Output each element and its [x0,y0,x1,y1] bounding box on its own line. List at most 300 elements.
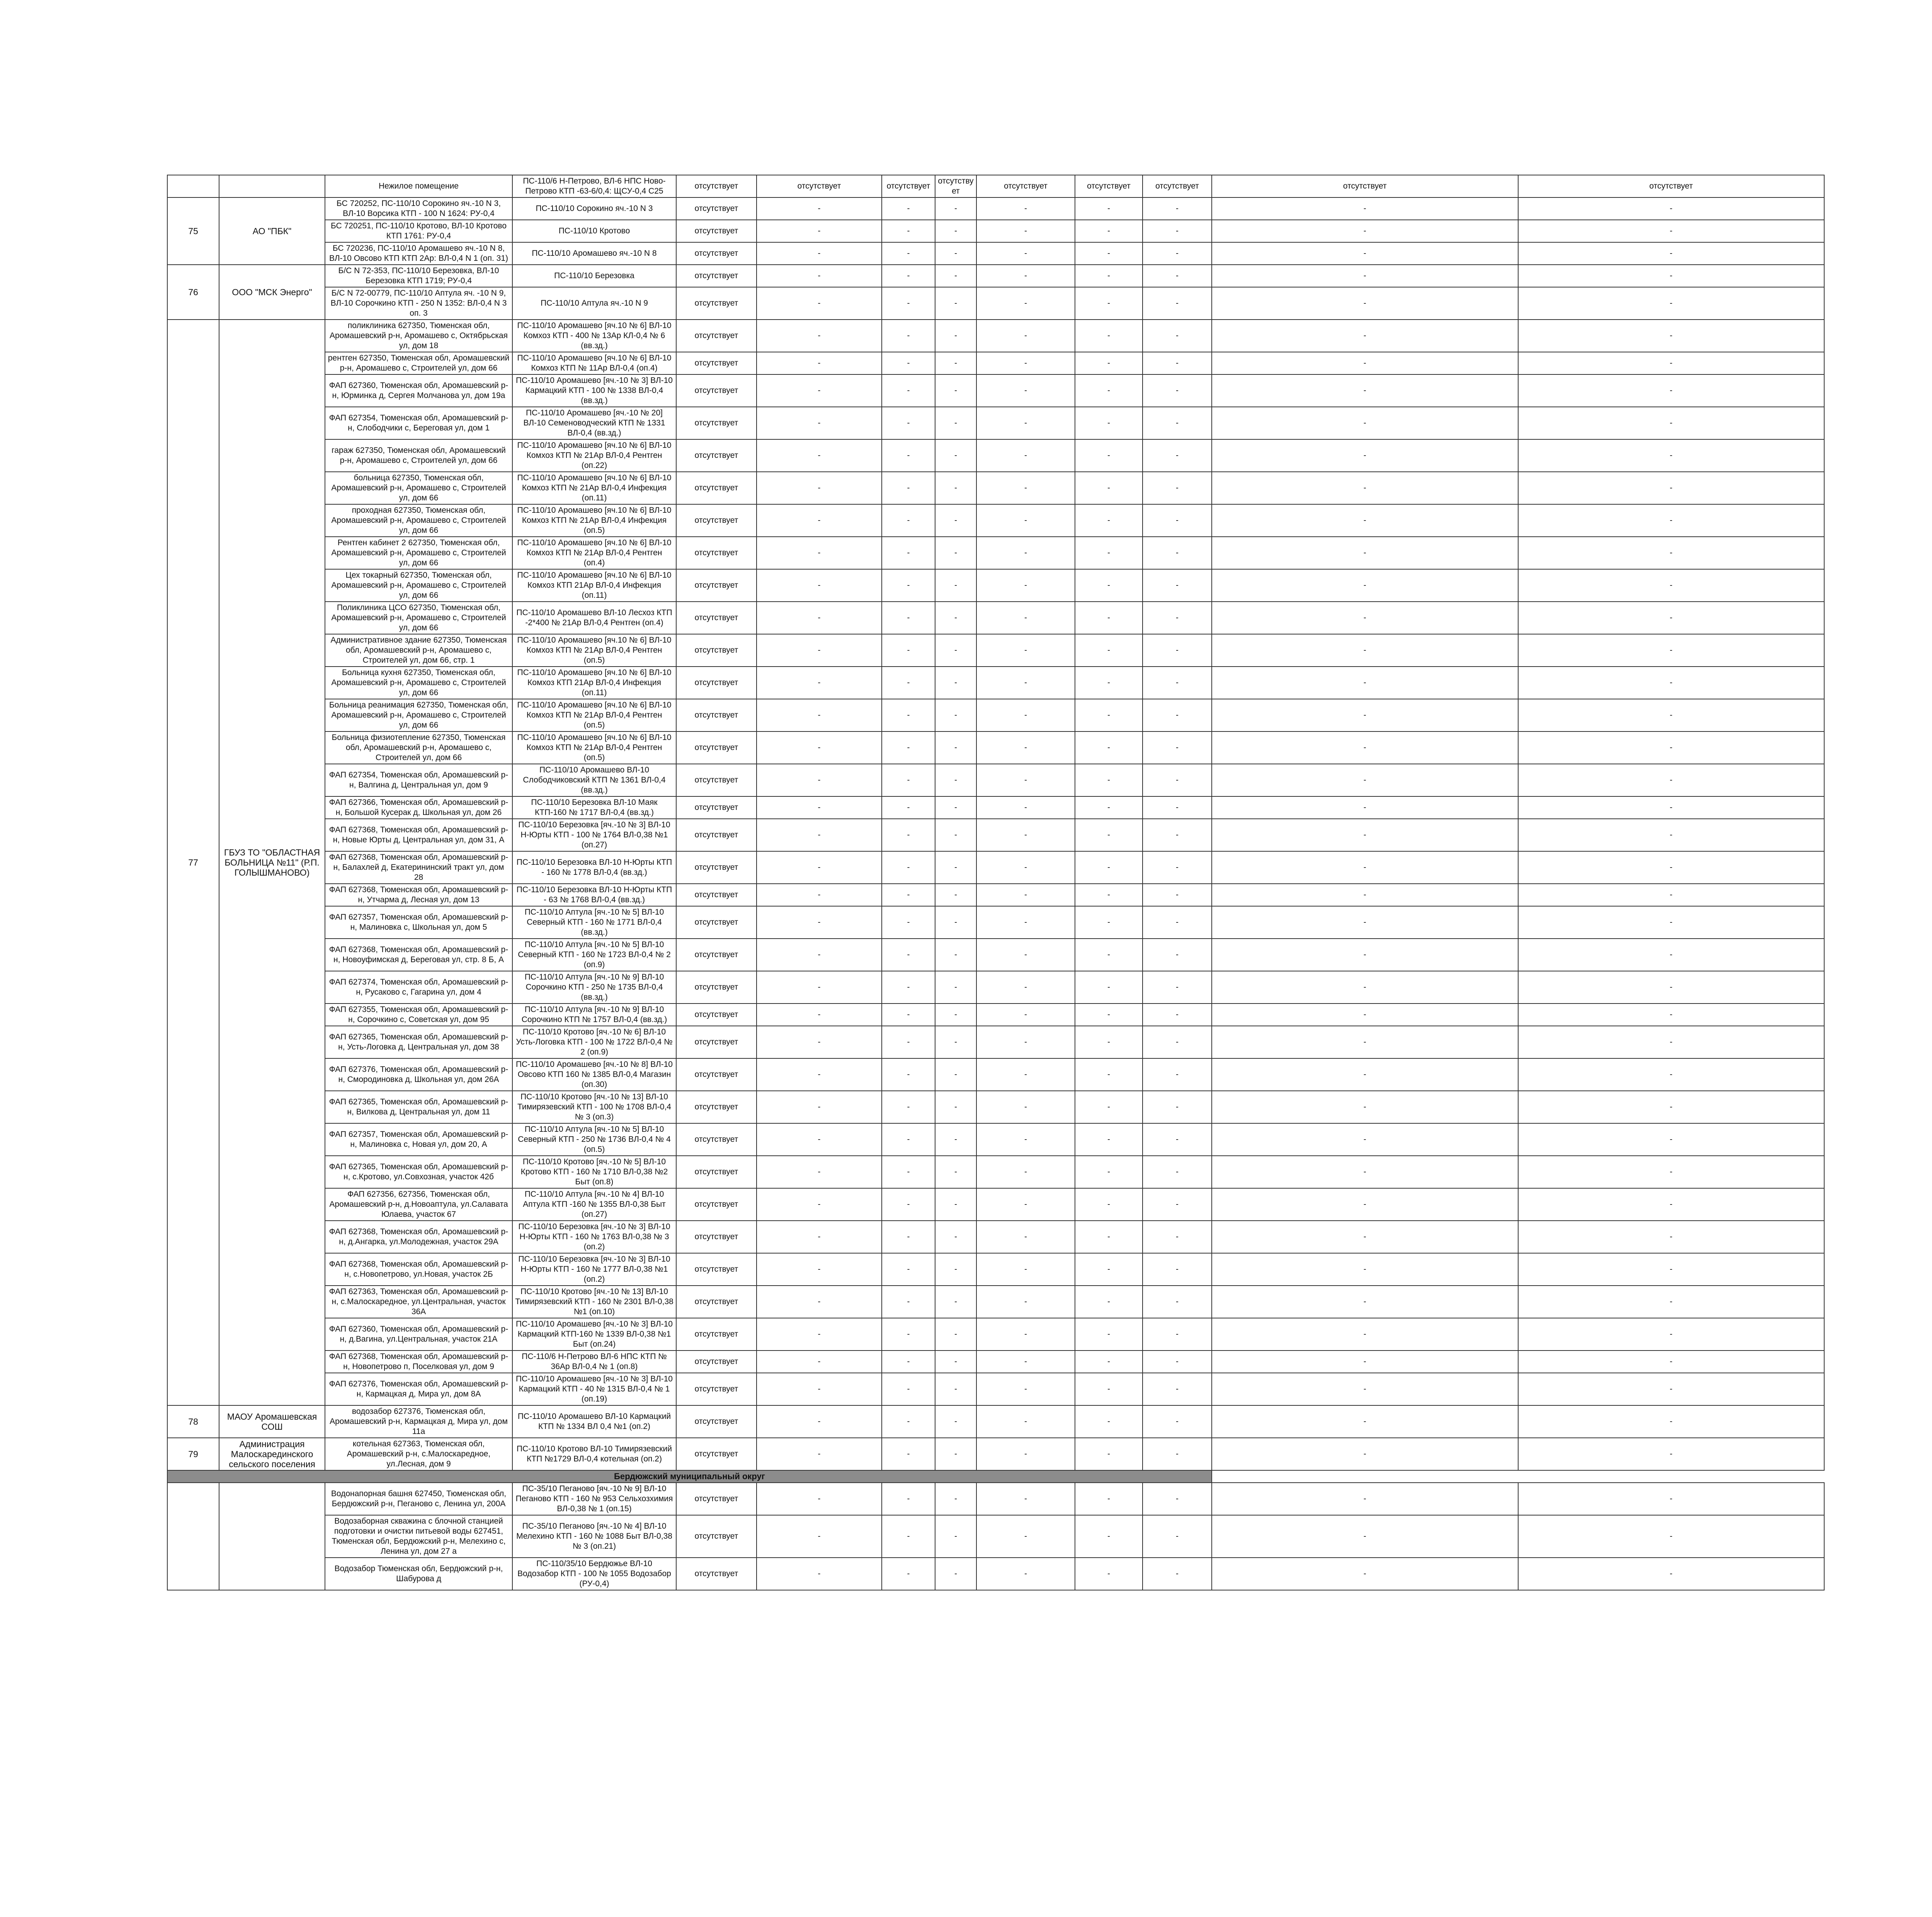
status-cell-2: - [757,374,882,407]
dash-cell: - [935,699,976,731]
dash-cell: - [935,1373,976,1405]
table-row [167,699,1824,731]
status-cell: отсутствует [676,602,757,634]
dash-cell: - [1518,1351,1825,1373]
connection-point-cell: ПС-110/10 Аромашево [яч.10 № 6] ВЛ-10 Комхоз КТП - 400 № 13Ар КЛ-0,4 № 6 (вв.зд.) [512,320,676,352]
dash-cell: - [1075,537,1143,569]
table-row [167,407,1824,439]
object-cell: Поликлиника ЦСО 627350, Тюменская обл, Аромашевский р-н, Аромашево с, Строителей ул, дом 66 [325,602,512,634]
table-row [167,1438,1824,1470]
dash-cell: - [1518,851,1825,884]
dash-cell: - [1143,764,1212,796]
dash-cell: - [1143,1123,1212,1156]
dash-cell: - [976,699,1075,731]
dash-cell: - [1212,439,1518,472]
status-cell-2: - [757,1091,882,1123]
organization-cell [219,175,325,197]
organization-cell: МАОУ Аромашевская СОШ [219,1405,325,1438]
dash-cell: - [1212,1405,1518,1438]
connection-point-cell: ПС-110/10 Аромашево [яч.-10 № 3] ВЛ-10 Кармацкий КТП-160 № 1339 ВЛ-0,38 №1 Быт (оп.24) [512,1318,676,1351]
dash-cell: - [1143,287,1212,320]
status-cell: отсутствует [676,1318,757,1351]
dash-cell: - [1212,1318,1518,1351]
dash-cell: - [935,884,976,906]
dash-cell: - [882,699,935,731]
table-row [167,1351,1824,1373]
status-cell: отсутствует [676,1188,757,1221]
dash-cell: - [1518,287,1825,320]
connection-point-cell: ПС-110/10 Аромашево [яч.10 № 6] ВЛ-10 Комхоз КТП 21Ар ВЛ-0,4 Инфекция (оп.11) [512,569,676,602]
dash-cell: - [1212,602,1518,634]
dash-cell: - [1212,1221,1518,1253]
object-cell: котельная 627363, Тюменская обл, Аромашевский р-н, с.Малоскаредное, ул.Лесная, дом 9 [325,1438,512,1470]
dash-cell: - [1075,1058,1143,1091]
table-row [167,1123,1824,1156]
connection-point-cell: ПС-110/10 Кротово [яч.-10 № 13] ВЛ-10 Тимирязевский КТП - 160 № 2301 ВЛ-0,38 №1 (оп.10) [512,1286,676,1318]
table-row [167,1483,1824,1515]
status-cell-2: - [757,320,882,352]
status-cell: отсутствует [676,1438,757,1470]
dash-cell: - [1518,667,1825,699]
row-number-cell: 79 [167,1438,219,1470]
dash-cell: - [1075,407,1143,439]
dash-cell: - [1212,1188,1518,1221]
dash-cell: - [1518,699,1825,731]
dash-cell: - [1212,242,1518,265]
organization-cell: Администрация Малоскарединского сельского поселения [219,1438,325,1470]
connection-point-cell: ПС-110/10 Кротово [яч.-10 № 6] ВЛ-10 Усть-Логовка КТП - 100 № 1722 ВЛ-0,4 № 2 (оп.9) [512,1026,676,1058]
dash-cell: - [882,1318,935,1351]
dash-cell: - [1518,819,1825,851]
dash-cell: - [976,819,1075,851]
dash-cell: - [935,1026,976,1058]
status-cell: отсутствует [676,537,757,569]
dash-cell: - [882,939,935,971]
organization-cell: ГБУЗ ТО "ОБЛАСТНАЯ БОЛЬНИЦА №11" (Р.П. ГОЛЫШМАНОВО) [219,320,325,1405]
connection-point-cell: ПС-110/10 Кротово [яч.-10 № 5] ВЛ-10 Кротово КТП - 160 № 1710 ВЛ-0,38 №2 Быт (оп.8) [512,1156,676,1188]
connection-point-cell: ПС-110/10 Аптула [яч.-10 № 4] ВЛ-10 Аптула КТП -160 № 1355 ВЛ-0,38 Быт (оп.27) [512,1188,676,1221]
status-cell: отсутствует [676,851,757,884]
object-cell: ФАП 627360, Тюменская обл, Аромашевский р-н, д.Вагина, ул.Центральная, участок 21А [325,1318,512,1351]
status-cell: отсутствует [676,939,757,971]
dash-cell: - [1143,971,1212,1004]
dash-cell: - [935,1188,976,1221]
status-cell-2: - [757,851,882,884]
object-cell: ФАП 627365, Тюменская обл, Аромашевский р-н, Усть-Логовка д, Центральная ул, дом 38 [325,1026,512,1058]
status-cell-2: - [757,884,882,906]
dash-cell: - [935,796,976,819]
status-cell-2: - [757,906,882,939]
dash-cell: - [1075,1221,1143,1253]
dash-cell: - [1143,939,1212,971]
table-row [167,1515,1824,1558]
status-cell-2: - [757,242,882,265]
dash-cell: - [1212,1026,1518,1058]
dash-cell: - [1518,1318,1825,1351]
dash-cell: - [1518,1253,1825,1286]
dash-cell: - [1518,1438,1825,1470]
object-cell: ФАП 627355, Тюменская обл, Аромашевский р-н, Сорочкино с, Советская ул, дом 95 [325,1004,512,1026]
table-row [167,602,1824,634]
dash-cell: - [1075,764,1143,796]
dash-cell: - [1518,472,1825,504]
dash-cell: - [935,906,976,939]
dash-cell: - [1518,569,1825,602]
object-cell: ФАП 627368, Тюменская обл, Аромашевский р-н, Новопетрово п, Поселковая ул, дом 9 [325,1351,512,1373]
dash-cell: - [1143,1438,1212,1470]
connection-point-cell: ПС-110/10 Аптула [яч.-10 № 5] ВЛ-10 Северный КТП - 250 № 1736 ВЛ-0,4 № 4 (оп.5) [512,1123,676,1156]
status-cell-2: - [757,1438,882,1470]
status-cell-2: - [757,634,882,667]
status-cell-2: - [757,1515,882,1558]
dash-cell: отсутствует [1143,175,1212,197]
dash-cell: - [1212,220,1518,242]
connection-point-cell: ПС-110/10 Аромашево [яч.10 № 6] ВЛ-10 Комхоз КТП № 21Ар ВЛ-0,4 Рентген (оп.5) [512,699,676,731]
table-row [167,971,1824,1004]
connection-point-cell: ПС-110/10 Кротово [яч.-10 № 13] ВЛ-10 Тимирязевский КТП - 100 № 1708 ВЛ-0,4 № 3 (оп.3) [512,1091,676,1123]
dash-cell: - [882,851,935,884]
status-cell-2: - [757,197,882,220]
connection-point-cell: ПС-110/10 Березовка [512,265,676,287]
dash-cell: - [1143,884,1212,906]
dash-cell: - [882,634,935,667]
dash-cell: - [935,265,976,287]
dash-cell: - [1143,407,1212,439]
dash-cell: - [1143,374,1212,407]
status-cell: отсутствует [676,1351,757,1373]
status-cell: отсутствует [676,906,757,939]
dash-cell: - [976,265,1075,287]
dash-cell: - [1212,1156,1518,1188]
dash-cell: - [1075,1558,1143,1590]
dash-cell: - [1212,731,1518,764]
dash-cell: - [1075,1351,1143,1373]
dash-cell: - [935,1058,976,1091]
dash-cell: - [1518,265,1825,287]
dash-cell: - [1212,1091,1518,1123]
dash-cell: - [1518,602,1825,634]
connection-point-cell: ПС-110/10 Аромашево [яч.10 № 6] ВЛ-10 Комхоз КТП № 21Ар ВЛ-0,4 Рентген (оп.5) [512,731,676,764]
status-cell-2: - [757,1318,882,1351]
object-cell: ФАП 627360, Тюменская обл, Аромашевский р-н, Юрминка д, Сергея Молчанова ул, дом 19а [325,374,512,407]
dash-cell: - [976,1091,1075,1123]
dash-cell: - [1212,884,1518,906]
dash-cell: - [1143,569,1212,602]
dash-cell: - [976,320,1075,352]
dash-cell: - [935,407,976,439]
dash-cell: - [935,764,976,796]
connection-point-cell: ПС-35/10 Пеганово [яч.-10 № 9] ВЛ-10 Пеганово КТП - 160 № 953 Сельхозхимия ВЛ-0,38 № 1 (оп.15) [512,1483,676,1515]
dash-cell: - [882,1558,935,1590]
dash-cell: - [1143,699,1212,731]
dash-cell: - [1518,220,1825,242]
table-row [167,1156,1824,1188]
dash-cell: - [976,1004,1075,1026]
table-row [167,242,1824,265]
dash-cell: - [935,1483,976,1515]
status-cell-2: отсутствует [757,175,882,197]
status-cell-2: - [757,602,882,634]
dash-cell: - [1143,1373,1212,1405]
dash-cell: - [882,884,935,906]
dash-cell: - [976,1221,1075,1253]
status-cell-2: - [757,287,882,320]
dash-cell: - [1143,1058,1212,1091]
object-cell: Водозаборная скважина с блочной станцией подготовки и очистки питьевой воды 627451, Тюменская обл, Бердюжский р-н, Мелехино с, Ленина ул, дом 27 а [325,1515,512,1558]
dash-cell: - [976,197,1075,220]
status-cell: отсутствует [676,374,757,407]
dash-cell: - [1212,819,1518,851]
dash-cell: - [1518,1091,1825,1123]
table-row [167,374,1824,407]
connection-point-cell: ПС-110/10 Аромашево [яч.10 № 6] ВЛ-10 Комхоз КТП № 21Ар ВЛ-0,4 Рентген (оп.4) [512,537,676,569]
section-title: Бердюжский муниципальный округ [167,1470,1212,1483]
table-row [167,1318,1824,1351]
connection-point-cell: ПС-110/10 Аромашево [яч.10 № 6] ВЛ-10 Комхоз КТП 21Ар ВЛ-0,4 Инфекция (оп.11) [512,667,676,699]
object-cell: ФАП 627376, Тюменская обл, Аромашевский р-н, Кармацкая д, Мира ул, дом 8А [325,1373,512,1405]
dash-cell: - [1143,1515,1212,1558]
object-cell: ФАП 627376, Тюменская обл, Аромашевский р-н, Смородиновка д, Школьная ул, дом 26А [325,1058,512,1091]
dash-cell: - [976,287,1075,320]
table-row [167,1253,1824,1286]
dash-cell: - [976,1373,1075,1405]
dash-cell: - [1143,602,1212,634]
object-cell: ФАП 627354, Тюменская обл, Аромашевский р-н, Валгина д, Центральная ул, дом 9 [325,764,512,796]
object-cell: рентген 627350, Тюменская обл, Аромашевский р-н, Аромашево с, Строителей ул, дом 66 [325,352,512,374]
dash-cell: - [1143,197,1212,220]
connection-point-cell: ПС-110/10 Аромашево ВЛ-10 Кармацкий КТП № 1334 ВЛ 0,4 №1 (оп.2) [512,1405,676,1438]
table-row [167,352,1824,374]
table-row [167,197,1824,220]
object-cell: Больница кухня 627350, Тюменская обл, Аромашевский р-н, Аромашево с, Строителей ул, дом 66 [325,667,512,699]
dash-cell: - [1212,1286,1518,1318]
status-cell-2: - [757,1123,882,1156]
status-cell-2: - [757,1026,882,1058]
dash-cell: - [935,1558,976,1590]
dash-cell: - [935,504,976,537]
table-row [167,1188,1824,1221]
dash-cell: - [1518,407,1825,439]
dash-cell: - [976,667,1075,699]
dash-cell: - [976,602,1075,634]
dash-cell: - [1075,1004,1143,1026]
dash-cell: - [882,1483,935,1515]
dash-cell: - [882,1253,935,1286]
dash-cell: - [976,220,1075,242]
object-cell: Рентген кабинет 2 627350, Тюменская обл, Аромашевский р-н, Аромашево с, Строителей ул, дом 66 [325,537,512,569]
status-cell-2: - [757,1483,882,1515]
connection-point-cell: ПС-110/10 Аптула [яч.-10 № 5] ВЛ-10 Северный КТП - 160 № 1771 ВЛ-0,4 (вв.зд.) [512,906,676,939]
dash-cell: - [976,1318,1075,1351]
dash-cell: - [882,569,935,602]
dash-cell: - [1143,1318,1212,1351]
status-cell-2: - [757,796,882,819]
status-cell-2: - [757,265,882,287]
connection-point-cell: ПС-110/10 Березовка ВЛ-10 Н-Юрты КТП - 160 № 1778 ВЛ-0,4 (вв.зд.) [512,851,676,884]
dash-cell: - [935,971,976,1004]
object-cell: БС 720252, ПС-110/10 Сорокино яч.-10 N 3, ВЛ-10 Ворсика КТП - 100 N 1624: РУ-0,4 [325,197,512,220]
dash-cell: - [882,320,935,352]
dash-cell: - [1518,320,1825,352]
dash-cell: - [1212,634,1518,667]
connection-point-cell: ПС-110/35/10 Бердюжье ВЛ-10 Водозабор КТП - 100 № 1055 Водозабор (РУ-0,4) [512,1558,676,1590]
status-cell-2: - [757,504,882,537]
status-cell-2: - [757,407,882,439]
connection-point-cell: ПС-110/10 Сорокино яч.-10 N 3 [512,197,676,220]
dash-cell: отсутствует [882,175,935,197]
dash-cell: - [1143,906,1212,939]
dash-cell: - [976,1156,1075,1188]
dash-cell: - [976,906,1075,939]
object-cell: БС 720251, ПС-110/10 Кротово, ВЛ-10 Кротово КТП 1761: РУ-0,4 [325,220,512,242]
status-cell-2: - [757,764,882,796]
dash-cell: - [1143,731,1212,764]
dash-cell: - [976,439,1075,472]
table-row [167,819,1824,851]
object-cell: ФАП 627365, Тюменская обл, Аромашевский р-н, с.Кротово, ул.Совхозная, участок 42б [325,1156,512,1188]
object-cell: Б/С N 72-00779, ПС-110/10 Аптула яч. -10 N 9, ВЛ-10 Сорочкино КТП - 250 N 1352: ВЛ-0,4 N 3 оп. 3 [325,287,512,320]
dash-cell: - [1075,1123,1143,1156]
dash-cell: - [1212,699,1518,731]
object-cell: БС 720236, ПС-110/10 Аромашево яч.-10 N 8, ВЛ-10 Овсово КТП КТП 2Ар: ВЛ-0,4 N 1 (оп. 31) [325,242,512,265]
dash-cell: - [1143,1004,1212,1026]
object-cell: ФАП 627357, Тюменская обл, Аромашевский р-н, Малиновка с, Школьная ул, дом 5 [325,906,512,939]
connection-point-cell: ПС-110/10 Аромашево [яч.-10 № 20] ВЛ-10 Семеноводческий КТП № 1331 ВЛ-0,4 (вв.зд.) [512,407,676,439]
dash-cell: - [1075,265,1143,287]
status-cell-2: - [757,1221,882,1253]
dash-cell: - [882,1286,935,1318]
dash-cell: - [1075,1188,1143,1221]
dash-cell: - [1075,819,1143,851]
connection-point-cell: ПС-110/10 Березовка [яч.-10 № 3] ВЛ-10 Н-Юрты КТП - 160 № 1763 ВЛ-0,38 № 3 (оп.2) [512,1221,676,1253]
dash-cell: - [1143,220,1212,242]
dash-cell: - [882,407,935,439]
dash-cell: - [1212,1004,1518,1026]
object-cell: ФАП 627356, 627356, Тюменская обл, Аромашевский р-н, д.Новоаптула, ул.Салавата Юлаева, участок 67 [325,1188,512,1221]
dash-cell: - [882,537,935,569]
dash-cell: - [976,1351,1075,1373]
status-cell: отсутствует [676,667,757,699]
connection-point-cell: ПС-110/10 Аромашево ВЛ-10 Лесхоз КТП -2*400 № 21Ар ВЛ-0,4 Рентген (оп.4) [512,602,676,634]
dash-cell: отсутствует [1212,175,1518,197]
table-row [167,1558,1824,1590]
table-row [167,504,1824,537]
status-cell: отсутствует [676,1515,757,1558]
connection-point-cell: ПС-110/6 Н-Петрово, ВЛ-6 НПС Ново-Петрово КТП -63-6/0,4: ЩСУ-0,4 С25 [512,175,676,197]
dash-cell: - [1075,569,1143,602]
status-cell-2: - [757,439,882,472]
dash-cell: - [1212,906,1518,939]
object-cell: ФАП 627365, Тюменская обл, Аромашевский р-н, Вилкова д, Центральная ул, дом 11 [325,1091,512,1123]
dash-cell: - [976,242,1075,265]
connection-point-cell: ПС-110/10 Аромашево [яч.-10 № 8] ВЛ-10 Овсово КТП 160 № 1385 ВЛ-0,4 Магазин (оп.30) [512,1058,676,1091]
table-row [167,175,1824,197]
status-cell-2: - [757,1351,882,1373]
table-row [167,1286,1824,1318]
status-cell: отсутствует [676,242,757,265]
status-cell: отсутствует [676,569,757,602]
table-row [167,287,1824,320]
dash-cell: - [1143,819,1212,851]
dash-cell: - [935,939,976,971]
dash-cell: - [1143,1405,1212,1438]
dash-cell: - [1075,1286,1143,1318]
dash-cell: - [1212,1253,1518,1286]
dash-cell: - [882,504,935,537]
dash-cell: - [976,1286,1075,1318]
connection-point-cell: ПС-110/10 Березовка ВЛ-10 Маяк КТП-160 № 1717 ВЛ-0,4 (вв.зд.) [512,796,676,819]
dash-cell: - [976,971,1075,1004]
table-row [167,1373,1824,1405]
dash-cell: - [1075,320,1143,352]
dash-cell: - [1143,320,1212,352]
connection-point-cell: ПС-110/10 Аптула яч.-10 N 9 [512,287,676,320]
object-cell: Административное здание 627350, Тюменская обл, Аромашевский р-н, Аромашево с, Строителей ул, дом 66, стр. 1 [325,634,512,667]
dash-cell: - [1518,1156,1825,1188]
status-cell-2: - [757,971,882,1004]
dash-cell: - [1075,971,1143,1004]
dash-cell: - [935,1091,976,1123]
dash-cell: - [1075,884,1143,906]
dash-cell: - [976,1188,1075,1221]
dash-cell: - [882,602,935,634]
dash-cell: - [1075,439,1143,472]
dash-cell: - [1075,851,1143,884]
dash-cell: - [1518,1026,1825,1058]
connection-point-cell: ПС-110/10 Аромашево [яч.-10 № 3] ВЛ-10 Кармацкий КТП - 40 № 1315 ВЛ-0,4 № 1 (оп.19) [512,1373,676,1405]
organization-cell: АО "ПБК" [219,197,325,265]
dash-cell: - [976,1515,1075,1558]
connection-point-cell: ПС-110/10 Кротово ВЛ-10 Тимирязевский КТП №1729 ВЛ-0,4 котельная (оп.2) [512,1438,676,1470]
dash-cell: - [1212,537,1518,569]
status-cell: отсутствует [676,287,757,320]
dash-cell: - [1075,1483,1143,1515]
dash-cell: - [1143,667,1212,699]
status-cell: отсутствует [676,731,757,764]
dash-cell: - [882,667,935,699]
dash-cell: - [1143,537,1212,569]
dash-cell: - [882,764,935,796]
connection-point-cell: ПС-110/10 Березовка [яч.-10 № 3] ВЛ-10 Н-Юрты КТП - 160 № 1777 ВЛ-0,38 №1 (оп.2) [512,1253,676,1286]
status-cell: отсутствует [676,472,757,504]
dash-cell: - [1212,352,1518,374]
status-cell: отсутствует [676,407,757,439]
dash-cell: - [1143,472,1212,504]
dash-cell: - [935,731,976,764]
object-cell: ФАП 627368, Тюменская обл, Аромашевский р-н, Новые Юрты д, Центральная ул, дом 31, А [325,819,512,851]
dash-cell: - [976,851,1075,884]
dash-cell: - [1075,287,1143,320]
dash-cell: - [882,1058,935,1091]
dash-cell: - [882,796,935,819]
dash-cell: - [1212,796,1518,819]
dash-cell: - [1518,764,1825,796]
dash-cell: - [1518,971,1825,1004]
dash-cell: отсутствует [1075,175,1143,197]
dash-cell: - [1518,796,1825,819]
connection-point-cell: ПС-110/10 Аромашево [яч.-10 № 3] ВЛ-10 Кармацкий КТП - 100 № 1338 ВЛ-0,4 (вв.зд.) [512,374,676,407]
table-row [167,220,1824,242]
status-cell-2: - [757,1373,882,1405]
object-cell: ФАП 627357, Тюменская обл, Аромашевский р-н, Малиновка с, Новая ул, дом 20, А [325,1123,512,1156]
dash-cell: - [935,1318,976,1351]
dash-cell: - [1518,1405,1825,1438]
dash-cell: - [976,1253,1075,1286]
dash-cell: - [976,731,1075,764]
dash-cell: - [882,1123,935,1156]
dash-cell: - [935,667,976,699]
dash-cell: - [1212,1058,1518,1091]
